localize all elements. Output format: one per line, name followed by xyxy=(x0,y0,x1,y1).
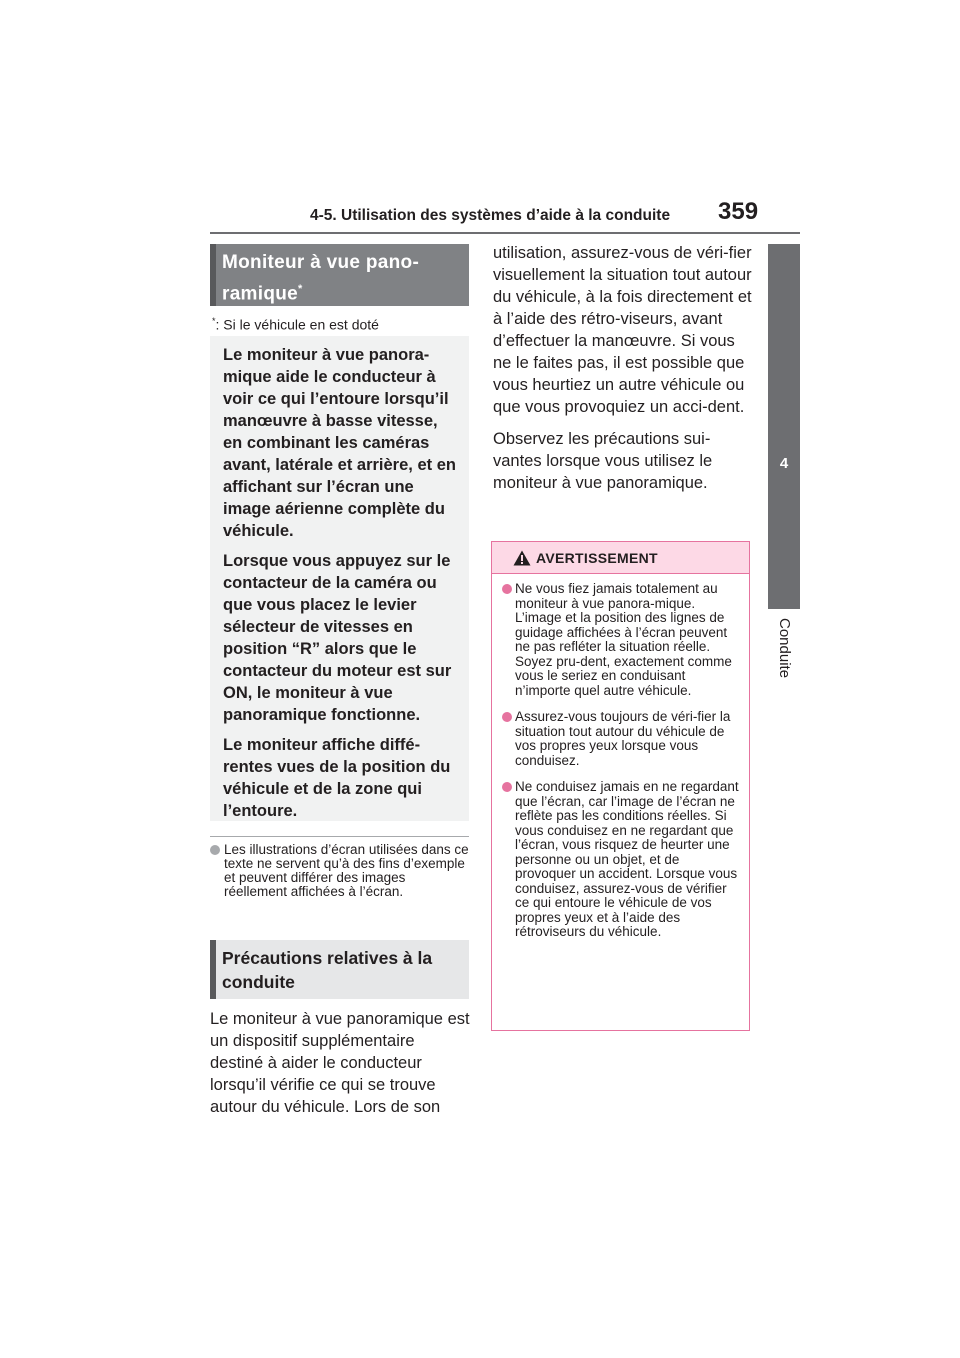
warning-item xyxy=(502,780,741,940)
warning-item xyxy=(502,710,741,768)
section-title-asterisk: * xyxy=(298,283,303,295)
bullet-icon xyxy=(502,782,512,792)
warning-item-text: Ne vous fiez jamais totalement au moniteur à vue panora-mique. L’image et la position des lignes de guidage affichées à l’écran peuvent ne pas refléter la situation réelle. Soyez pru-dent, exactement comme vous le seriez en conduisant n’importe quel autre véhicule. xyxy=(515,581,732,698)
warning-box xyxy=(491,541,750,1031)
section-header-driving-precautions xyxy=(210,940,469,999)
body-paragraph: Observez les précautions sui-vantes lorsque vous utilisez le moniteur à vue panoramique. xyxy=(493,430,713,492)
body-paragraph-left: Le moniteur à vue panoramique est un dispositif supplémentaire destiné à aider le conducteur lorsqu’il vérifie ce qui se trouve autour du véhicule. Lors de son xyxy=(210,1010,470,1116)
section-header-panoramic-monitor xyxy=(210,244,469,306)
illustration-note xyxy=(210,843,472,899)
bullet-icon xyxy=(210,845,220,855)
running-header-title: 4-5. Utilisation des systèmes d’aide à la conduite xyxy=(310,207,671,224)
section-title-line1: Moniteur à vue pano- xyxy=(222,252,420,273)
illustration-note-text: Les illustrations d’écran utilisées dans ce texte ne servent qu’à des fins d’exemple et peuvent différer des images réellement affichées à l’écran. xyxy=(224,842,469,899)
chapter-tab-number: 4 xyxy=(779,455,789,472)
bullet-icon xyxy=(502,584,512,594)
chapter-tab-label: Conduite xyxy=(776,618,793,679)
section-header-accent xyxy=(210,940,216,999)
warning-item-text: Ne conduisez jamais en ne regardant que l’écran, car l’image de l’écran ne reflète pas les conditions réelles. Si vous conduisez en ne regardant que l’écran, vous risquez de heurter une personne ou un objet, et de provoquer un accident. Lorsque vous conduisez, assurez-vous de vérifier ce qui entoure le véhicule de vos propres yeux et à l’aide des rétroviseurs du véhicule. xyxy=(515,779,739,939)
intro-paragraph: Le moniteur affiche diffé-rentes vues de la position du véhicule et de la zone qui l’entoure. xyxy=(223,736,451,820)
body-paragraph: utilisation, assurez-vous de véri-fier visuellement la situation tout autour du véhicule, à la fois directement et à l’aide des rétro-viseurs, avant d’effectuer la manœuvre. Si vous ne le faites pas, il est possible que vous heurtiez un autre véhicule ou que vous provoquiez un acci-dent. xyxy=(493,244,752,416)
section-header-accent xyxy=(210,244,216,306)
warning-header xyxy=(492,542,749,574)
footnote xyxy=(212,316,379,333)
warning-item-text: Assurez-vous toujours de véri-fier la situation tout autour du véhicule de vos propres yeux lorsque vous conduisez. xyxy=(515,709,731,768)
intro-paragraph: Lorsque vous appuyez sur le contacteur de la caméra ou que vous placez le levier sélecteur de vitesses en position “R” alors que le contacteur du moteur est sur ON, le moniteur à vue panoramique fonctionne. xyxy=(223,552,452,724)
footnote-asterisk: * xyxy=(212,316,216,326)
warning-triangle-icon xyxy=(513,550,531,566)
page-number: 359 xyxy=(718,198,759,225)
section2-title-line1: Précautions relatives à la xyxy=(222,948,433,968)
intro-paragraph: Le moniteur à vue panora-mique aide le conducteur à voir ce qui l’entoure lorsqu’il manœuvre à basse vitesse, en combinant les caméras avant, latérale et arrière, et en affichant sur l’écran une image aérienne complète du véhicule. xyxy=(223,346,456,540)
header-rule xyxy=(210,232,800,234)
note-rule xyxy=(210,836,469,837)
intro-box xyxy=(210,336,469,821)
warning-item xyxy=(502,582,741,698)
footnote-text: : Si le véhicule en est doté xyxy=(215,316,379,333)
chapter-tab-number-box xyxy=(768,244,800,609)
warning-title: AVERTISSEMENT xyxy=(536,549,658,566)
bullet-icon xyxy=(502,712,512,722)
section2-title-line2: conduite xyxy=(222,972,295,992)
body-right-column xyxy=(493,242,755,504)
section-title-line2: ramique xyxy=(222,283,299,305)
